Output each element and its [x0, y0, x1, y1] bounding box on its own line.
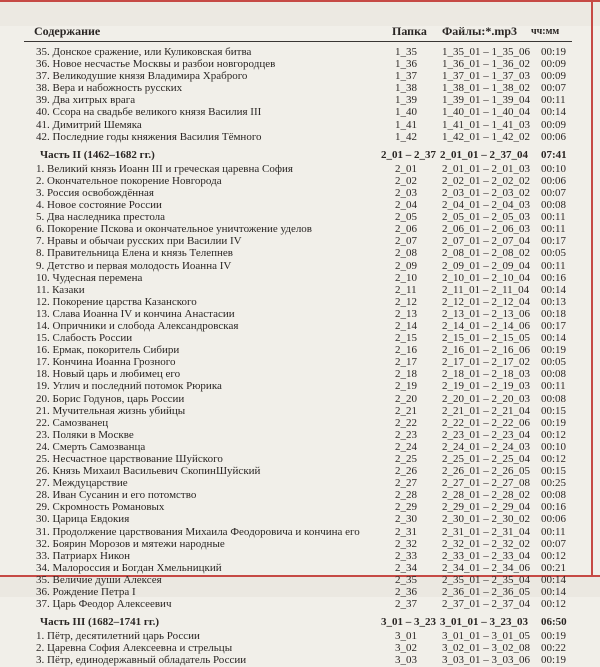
cell-folder: 2_08	[395, 247, 417, 260]
cell-time: 07:41	[541, 148, 567, 161]
cell-time: 00:08	[541, 489, 567, 502]
cell-time: 00:15	[541, 465, 567, 478]
table-row	[0, 586, 600, 598]
cell-title: 37. Царь Феодор Алексеевич	[36, 598, 172, 611]
cell-time: 00:11	[541, 525, 566, 538]
table-row	[0, 260, 600, 272]
cell-folder: 3_03	[395, 654, 417, 667]
cell-time: 00:07	[541, 537, 567, 550]
cell-title: 42. Последние годы княжения Василия Тёмного	[36, 130, 262, 143]
cell-time: 06:50	[541, 616, 567, 629]
cell-files: 2_20_01 – 2_20_03	[442, 392, 530, 405]
cell-time: 00:19	[541, 344, 567, 357]
table-row	[0, 199, 600, 211]
cell-title: 26. Князь Михаил Васильевич СкопинШуйский	[36, 465, 261, 478]
cell-time: 00:08	[541, 392, 567, 405]
header-time: чч:мм	[531, 26, 560, 37]
cell-files: 1_39_01 – 1_39_04	[442, 94, 530, 107]
cell-files: 3_01_01 – 3_23_03	[440, 616, 528, 629]
table-row	[0, 501, 600, 513]
cell-time: 00:07	[541, 82, 567, 95]
cell-files: 3_02_01 – 3_02_08	[442, 642, 530, 655]
cell-time: 00:11	[541, 223, 566, 236]
cell-folder: 2_27	[395, 477, 417, 490]
cell-folder: 2_12	[395, 295, 417, 308]
cell-title: 21. Мучительная жизнь убийцы	[36, 404, 186, 417]
cell-folder: 2_18	[395, 368, 417, 381]
cell-folder: 1_38	[395, 82, 417, 95]
cell-time: 00:14	[541, 283, 567, 296]
cell-time: 00:19	[541, 416, 567, 429]
cell-files: 1_41_01 – 1_41_03	[442, 118, 530, 131]
cell-folder: 1_42	[395, 130, 417, 143]
cell-files: 2_19_01 – 2_19_03	[442, 380, 530, 393]
cell-folder: 2_01	[395, 162, 417, 175]
header-rule	[24, 41, 572, 42]
cell-title: 34. Малороссия и Богдан Хмельницкий	[36, 561, 222, 574]
cell-time: 00:11	[541, 380, 566, 393]
part-heading	[0, 615, 600, 630]
cell-time: 00:19	[541, 630, 567, 643]
cell-title: Часть II (1462–1682 гг.)	[40, 148, 155, 161]
cell-title: 39. Два хитрых врага	[36, 94, 136, 107]
cell-folder: 1_40	[395, 106, 417, 119]
cell-folder: 1_36	[395, 58, 417, 71]
page-top-band	[0, 0, 600, 26]
cell-title: 31. Продолжение царствования Михаила Феодоровича и кончина его	[36, 525, 360, 538]
cell-title: 10. Чудесная перемена	[36, 271, 143, 284]
cell-time: 00:12	[541, 428, 567, 441]
cell-folder: 2_23	[395, 428, 417, 441]
cell-files: 2_03_01 – 2_03_02	[442, 186, 530, 199]
cell-title: 15. Слабость России	[36, 332, 133, 345]
cell-files: 2_08_01 – 2_08_02	[442, 247, 530, 260]
cell-folder: 2_10	[395, 271, 417, 284]
cell-files: 1_38_01 – 1_38_02	[442, 82, 530, 95]
cell-title: 11. Казаки	[36, 283, 85, 296]
cell-title: 7. Нравы и обычаи русских при Василии IV	[36, 235, 242, 248]
table-row	[0, 538, 600, 550]
table-row	[0, 465, 600, 477]
cell-folder: 2_31	[395, 525, 417, 538]
table-row	[0, 405, 600, 417]
cell-files: 2_09_01 – 2_09_04	[442, 259, 530, 272]
table-row	[0, 131, 600, 143]
cell-files: 2_30_01 – 2_30_02	[442, 513, 530, 526]
cell-folder: 3_02	[395, 642, 417, 655]
cell-folder: 3_01 – 3_23	[381, 616, 436, 629]
cell-title: 1. Пётр, десятилетний царь России	[36, 630, 200, 643]
cell-folder: 2_22	[395, 416, 417, 429]
cell-title: 23. Поляки в Москве	[36, 428, 134, 441]
contents-table	[0, 46, 600, 667]
cell-folder: 2_06	[395, 223, 417, 236]
table-row	[0, 526, 600, 538]
cell-title: Часть III (1682–1741 гг.)	[40, 616, 160, 629]
cell-time: 00:06	[541, 130, 567, 143]
cell-time: 00:12	[541, 598, 567, 611]
cell-title: 36. Новое несчастье Москвы и разбои новгородцев	[36, 58, 276, 71]
cell-files: 2_24_01 – 2_24_03	[442, 440, 530, 453]
cell-title: 2. Царевна София Алексеевна и стрельцы	[36, 642, 233, 655]
cell-folder: 2_36	[395, 586, 417, 599]
cell-title: 24. Смерть Самозванца	[36, 440, 146, 453]
cell-title: 30. Царица Евдокия	[36, 513, 130, 526]
cell-folder: 2_14	[395, 319, 417, 332]
cell-time: 00:21	[541, 561, 567, 574]
row-gap	[0, 143, 600, 146]
cell-folder: 3_01	[395, 630, 417, 643]
cell-files: 2_05_01 – 2_05_03	[442, 211, 530, 224]
table-row	[0, 235, 600, 247]
cell-time: 00:14	[541, 586, 567, 599]
table-row	[0, 332, 600, 344]
cell-time: 00:08	[541, 199, 567, 212]
cell-folder: 2_34	[395, 561, 417, 574]
cell-title: 35. Величие души Алексея	[36, 573, 162, 586]
table-row	[0, 642, 600, 654]
cell-files: 1_37_01 – 1_37_03	[442, 70, 530, 83]
cell-folder: 2_25	[395, 453, 417, 465]
cell-time: 00:14	[541, 332, 567, 345]
cell-time: 00:11	[541, 211, 566, 224]
table-row	[0, 417, 600, 429]
table-row	[0, 654, 600, 666]
cell-title: 13. Слава Иоанна IV и кончина Анастасии	[36, 307, 235, 320]
table-row	[0, 94, 600, 106]
cell-folder: 1_41	[395, 118, 417, 131]
table-row	[0, 441, 600, 453]
cell-folder: 1_35	[395, 46, 417, 58]
cell-folder: 2_01 – 2_37	[381, 148, 436, 161]
cell-files: 1_35_01 – 1_35_06	[442, 46, 530, 58]
cell-files: 2_13_01 – 2_13_06	[442, 307, 530, 320]
cell-title: 37. Великодушие князя Владимира Храброго	[36, 70, 248, 83]
cell-title: 27. Междуцарствие	[36, 477, 128, 490]
table-row	[0, 223, 600, 235]
cell-files: 2_06_01 – 2_06_03	[442, 223, 530, 236]
cell-folder: 2_37	[395, 598, 417, 611]
cell-files: 1_40_01 – 1_40_04	[442, 106, 530, 119]
cell-title: 29. Скромность Романовых	[36, 501, 165, 514]
cell-title: 36. Рождение Петра I	[36, 586, 136, 599]
cell-title: 38. Вера и набожность русских	[36, 82, 183, 95]
table-row	[0, 284, 600, 296]
cell-title: 22. Самозванец	[36, 416, 109, 429]
cell-folder: 2_03	[395, 186, 417, 199]
cell-files: 2_04_01 – 2_04_03	[442, 199, 530, 212]
table-row	[0, 46, 600, 58]
table-row	[0, 320, 600, 332]
cell-time: 00:14	[541, 106, 567, 119]
table-row	[0, 453, 600, 465]
cell-time: 00:10	[541, 162, 567, 175]
cell-title: 17. Кончина Иоанна Грозного	[36, 356, 176, 369]
header-files: Файлы:*.mp3	[442, 24, 517, 38]
cell-time: 00:09	[541, 118, 567, 131]
cell-time: 00:13	[541, 295, 567, 308]
row-gap	[0, 610, 600, 613]
table-row	[0, 393, 600, 405]
part-heading	[0, 148, 600, 163]
cell-title: 6. Покорение Пскова и окончательное уничтожение уделов	[36, 223, 313, 236]
cell-folder: 2_07	[395, 235, 417, 248]
cell-files: 1_42_01 – 1_42_02	[442, 130, 530, 143]
cell-files: 1_36_01 – 1_36_02	[442, 58, 530, 71]
cell-folder: 1_39	[395, 94, 417, 107]
cell-time: 00:18	[541, 307, 567, 320]
cell-time: 00:10	[541, 440, 567, 453]
cell-time: 00:11	[541, 94, 566, 107]
table-row	[0, 598, 600, 610]
header-title: Содержание	[34, 24, 101, 38]
cell-folder: 2_24	[395, 440, 417, 453]
cell-title: 4. Новое состояние России	[36, 199, 162, 212]
cell-files: 2_35_01 – 2_35_04	[442, 573, 530, 586]
cell-files: 2_11_01 – 2_11_04	[442, 283, 530, 296]
table-row	[0, 119, 600, 131]
cell-files: 2_10_01 – 2_10_04	[442, 271, 530, 284]
table-row	[0, 247, 600, 259]
cell-files: 2_15_01 – 2_15_05	[442, 332, 530, 345]
cell-time: 00:16	[541, 501, 567, 514]
cell-folder: 2_04	[395, 199, 417, 212]
cell-title: 3. Пётр, единодержавный обладатель России	[36, 654, 247, 667]
cell-title: 28. Иван Сусанин и его потомство	[36, 489, 197, 502]
cell-time: 00:14	[541, 573, 567, 586]
cell-title: 16. Ермак, покоритель Сибири	[36, 344, 180, 357]
cell-folder: 2_21	[395, 404, 417, 417]
table-row	[0, 513, 600, 525]
table-row	[0, 356, 600, 368]
cell-files: 3_03_01 – 3_03_06	[442, 654, 530, 667]
cell-folder: 2_02	[395, 174, 417, 187]
table-row	[0, 630, 600, 642]
table-row	[0, 58, 600, 70]
cell-folder: 2_28	[395, 489, 417, 502]
cell-title: 32. Боярин Морозов и мятежи народные	[36, 537, 225, 550]
cell-folder: 2_09	[395, 259, 417, 272]
cell-title: 33. Патриарх Никон	[36, 549, 131, 562]
table-row	[0, 429, 600, 441]
cell-title: 3. Россия освобождённая	[36, 186, 154, 199]
cell-files: 2_37_01 – 2_37_04	[442, 598, 530, 611]
cell-time: 00:17	[541, 235, 567, 248]
table-row	[0, 368, 600, 380]
cell-folder: 2_19	[395, 380, 417, 393]
table-header	[0, 24, 600, 42]
cell-folder: 1_37	[395, 70, 417, 83]
cell-time: 00:22	[541, 642, 567, 655]
cell-title: 25. Несчастное царствование Шуйского	[36, 453, 223, 465]
cell-title: 14. Опричники и слобода Александровская	[36, 319, 239, 332]
cell-folder: 2_33	[395, 549, 417, 562]
cell-time: 00:15	[541, 404, 567, 417]
cell-folder: 2_20	[395, 392, 417, 405]
cell-title: 35. Донское сражение, или Куликовская битва	[36, 46, 252, 58]
cell-folder: 2_15	[395, 332, 417, 345]
cell-files: 2_18_01 – 2_18_03	[442, 368, 530, 381]
cell-files: 2_32_01 – 2_32_02	[442, 537, 530, 550]
cell-title: 40. Ссора на свадьбе великого князя Василия III	[36, 106, 262, 119]
cell-files: 2_17_01 – 2_17_02	[442, 356, 530, 369]
cell-time: 00:06	[541, 174, 567, 187]
cell-time: 00:12	[541, 549, 567, 562]
cell-time: 00:08	[541, 368, 567, 381]
cell-folder: 2_13	[395, 307, 417, 320]
table-row	[0, 489, 600, 501]
cell-files: 2_01_01 – 2_37_04	[440, 148, 528, 161]
table-row	[0, 574, 600, 586]
cell-files: 2_33_01 – 2_33_04	[442, 549, 530, 562]
cell-time: 00:19	[541, 654, 567, 667]
cell-folder: 2_17	[395, 356, 417, 369]
cell-folder: 2_26	[395, 465, 417, 478]
cell-files: 2_36_01 – 2_36_05	[442, 586, 530, 599]
cell-files: 2_26_01 – 2_26_05	[442, 465, 530, 478]
cell-files: 2_16_01 – 2_16_06	[442, 344, 530, 357]
cell-time: 00:05	[541, 356, 567, 369]
cell-files: 2_22_01 – 2_22_06	[442, 416, 530, 429]
table-row	[0, 344, 600, 356]
cell-time: 00:05	[541, 247, 567, 260]
cell-files: 2_07_01 – 2_07_04	[442, 235, 530, 248]
cell-folder: 2_30	[395, 513, 417, 526]
cell-time: 00:07	[541, 186, 567, 199]
cell-files: 2_14_01 – 2_14_06	[442, 319, 530, 332]
cell-time: 00:12	[541, 453, 567, 465]
cell-files: 2_23_01 – 2_23_04	[442, 428, 530, 441]
table-row	[0, 477, 600, 489]
cell-time: 00:25	[541, 477, 567, 490]
cell-title: 12. Покорение царства Казанского	[36, 295, 197, 308]
table-row	[0, 296, 600, 308]
table-row	[0, 308, 600, 320]
cell-title: 5. Два наследника престола	[36, 211, 166, 224]
cell-files: 2_34_01 – 2_34_06	[442, 561, 530, 574]
cell-title: 8. Правительница Елена и князь Телепнев	[36, 247, 233, 260]
cell-time: 00:17	[541, 319, 567, 332]
cell-folder: 2_16	[395, 344, 417, 357]
cell-title: 9. Детство и первая молодость Иоанна IV	[36, 259, 232, 272]
cell-time: 00:19	[541, 46, 567, 58]
cell-title: 18. Новый царь и любимец его	[36, 368, 181, 381]
top-red-rule	[0, 0, 600, 2]
cell-time: 00:06	[541, 513, 567, 526]
cell-time: 00:11	[541, 259, 566, 272]
cell-files: 3_01_01 – 3_01_05	[442, 630, 530, 643]
header-folder: Папка	[392, 24, 427, 38]
table-row	[0, 562, 600, 574]
cell-title: 41. Димитрий Шемяка	[36, 118, 142, 131]
cell-title: 19. Углич и последний потомок Рюрика	[36, 380, 222, 393]
cell-title: 1. Великий князь Иоанн III и греческая царевна София	[36, 162, 293, 175]
cell-title: 2. Окончательное покорение Новгорода	[36, 174, 222, 187]
table-row	[0, 187, 600, 199]
table-row	[0, 550, 600, 562]
cell-files: 2_25_01 – 2_25_04	[442, 453, 530, 465]
cell-folder: 2_05	[395, 211, 417, 224]
cell-title: 20. Борис Годунов, царь России	[36, 392, 185, 405]
cell-folder: 2_32	[395, 537, 417, 550]
cell-folder: 2_35	[395, 573, 417, 586]
cell-folder: 2_11	[395, 283, 417, 296]
table-row	[0, 175, 600, 187]
cell-time: 00:16	[541, 271, 567, 284]
cell-files: 2_27_01 – 2_27_08	[442, 477, 530, 490]
cell-files: 2_28_01 – 2_28_02	[442, 489, 530, 502]
table-row	[0, 163, 600, 175]
cell-time: 00:09	[541, 70, 567, 83]
cell-files: 2_31_01 – 2_31_04	[442, 525, 530, 538]
cell-folder: 2_29	[395, 501, 417, 514]
table-row	[0, 272, 600, 284]
cell-files: 2_21_01 – 2_21_04	[442, 404, 530, 417]
cell-time: 00:09	[541, 58, 567, 71]
cell-files: 2_29_01 – 2_29_04	[442, 501, 530, 514]
table-row	[0, 70, 600, 82]
cell-files: 2_01_01 – 2_01_03	[442, 162, 530, 175]
cell-files: 2_12_01 – 2_12_04	[442, 295, 530, 308]
cell-files: 2_02_01 – 2_02_02	[442, 174, 530, 187]
table-row	[0, 106, 600, 118]
table-row	[0, 82, 600, 94]
table-row	[0, 380, 600, 392]
table-row	[0, 211, 600, 223]
